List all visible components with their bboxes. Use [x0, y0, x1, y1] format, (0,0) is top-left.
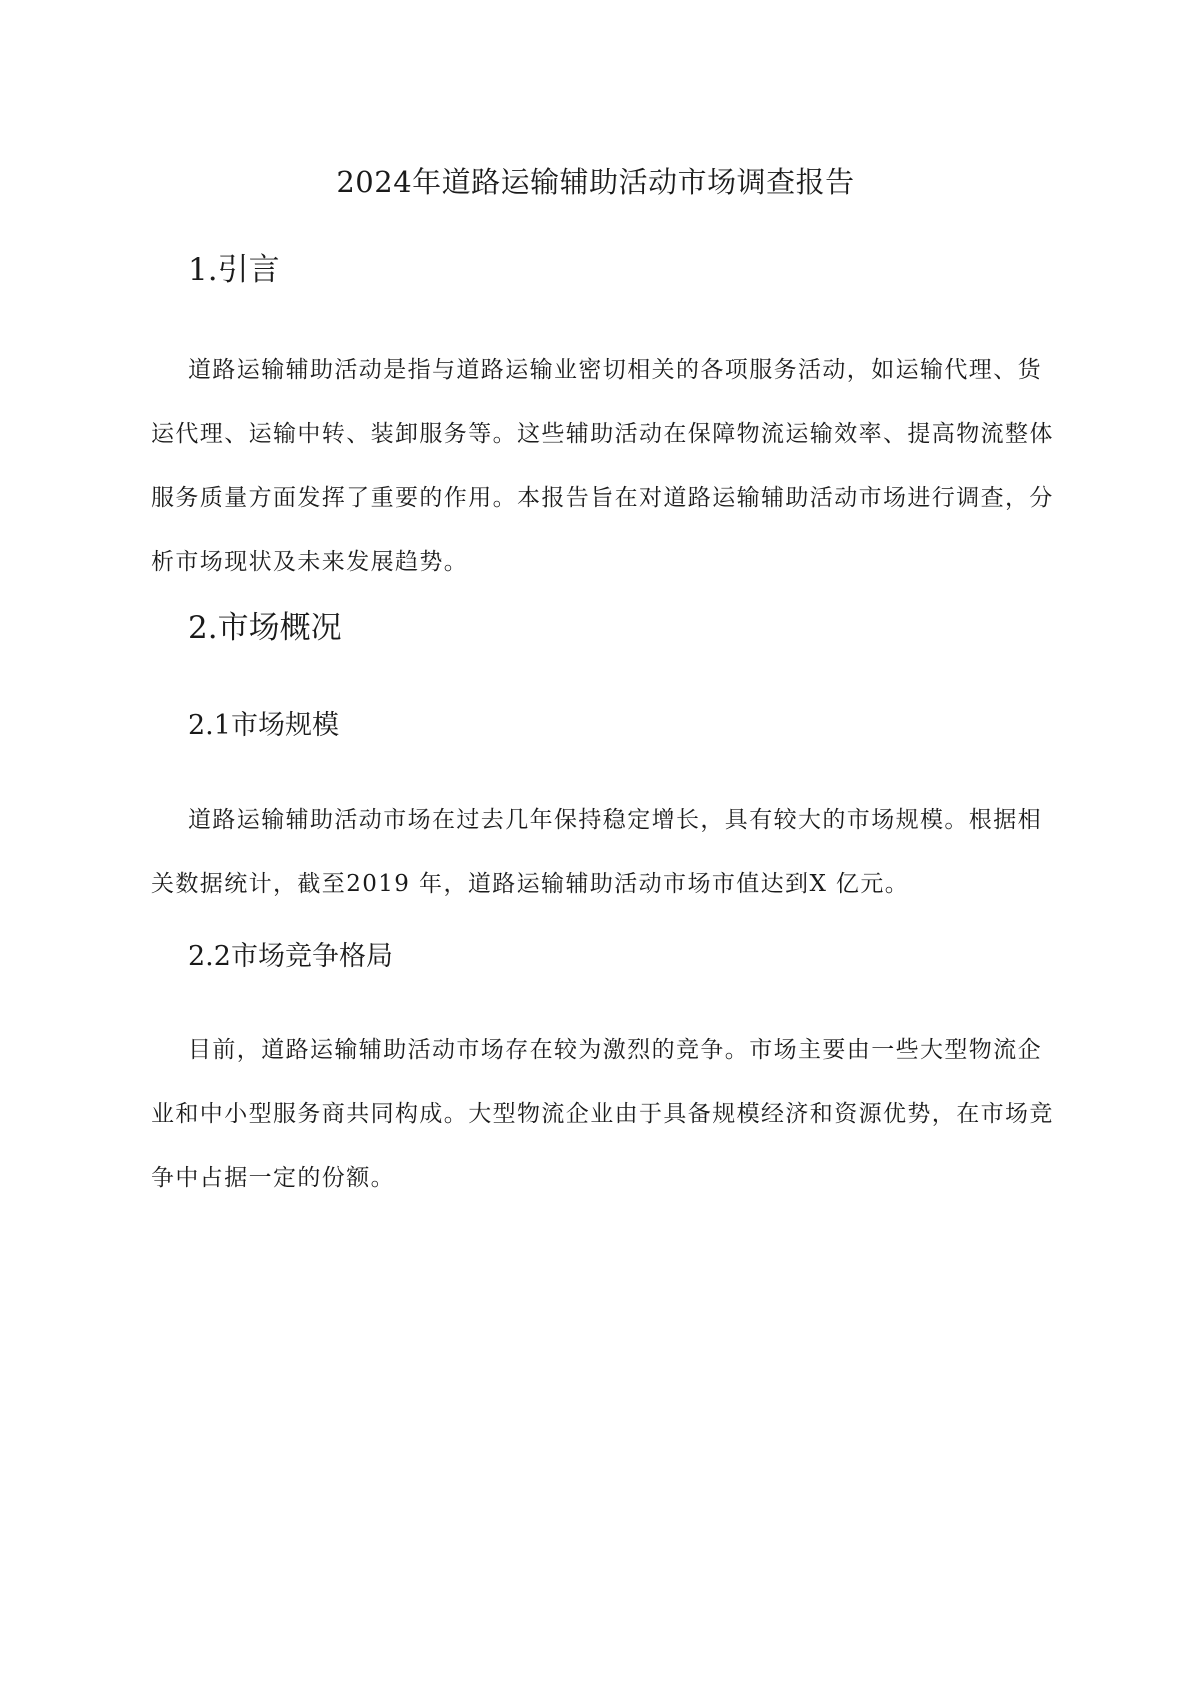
section-heading-overview: 2.市场概况 [188, 610, 342, 646]
paragraph-line: 争中占据一定的份额。 [151, 1165, 395, 1191]
paragraph-line: 目前，道路运输辅助活动市场存在较为激烈的竞争。市场主要由一些大型物流企 [188, 1037, 1042, 1063]
paragraph-line: 道路运输辅助活动市场在过去几年保持稳定增长，具有较大的市场规模。根据相 [188, 807, 1042, 833]
paragraph-line: 业和中小型服务商共同构成。大型物流企业由于具备规模经济和资源优势，在市场竞 [151, 1101, 1054, 1127]
paragraph-line: 道路运输辅助活动是指与道路运输业密切相关的各项服务活动，如运输代理、货 [188, 357, 1042, 383]
paragraph-line: 运代理、运输中转、装卸服务等。这些辅助活动在保障物流运输效率、提高物流整体 [151, 421, 1054, 447]
subsection-heading-scale: 2.1市场规模 [188, 710, 339, 741]
subsection-heading-competition: 2.2市场竞争格局 [188, 941, 393, 972]
paragraph-competition [151, 1018, 1054, 1210]
paragraph-line: 关数据统计，截至2019 年，道路运输辅助活动市场市值达到X 亿元。 [151, 871, 910, 897]
paragraph-scale [151, 788, 1041, 916]
paragraph-line: 析市场现状及未来发展趋势。 [151, 549, 469, 575]
paragraph-intro [151, 338, 1054, 594]
document-title: 2024年道路运输辅助活动市场调查报告 [336, 165, 855, 199]
paragraph-line: 服务质量方面发挥了重要的作用。本报告旨在对道路运输辅助活动市场进行调查，分 [151, 485, 1054, 511]
section-heading-intro: 1.引言 [188, 252, 280, 288]
